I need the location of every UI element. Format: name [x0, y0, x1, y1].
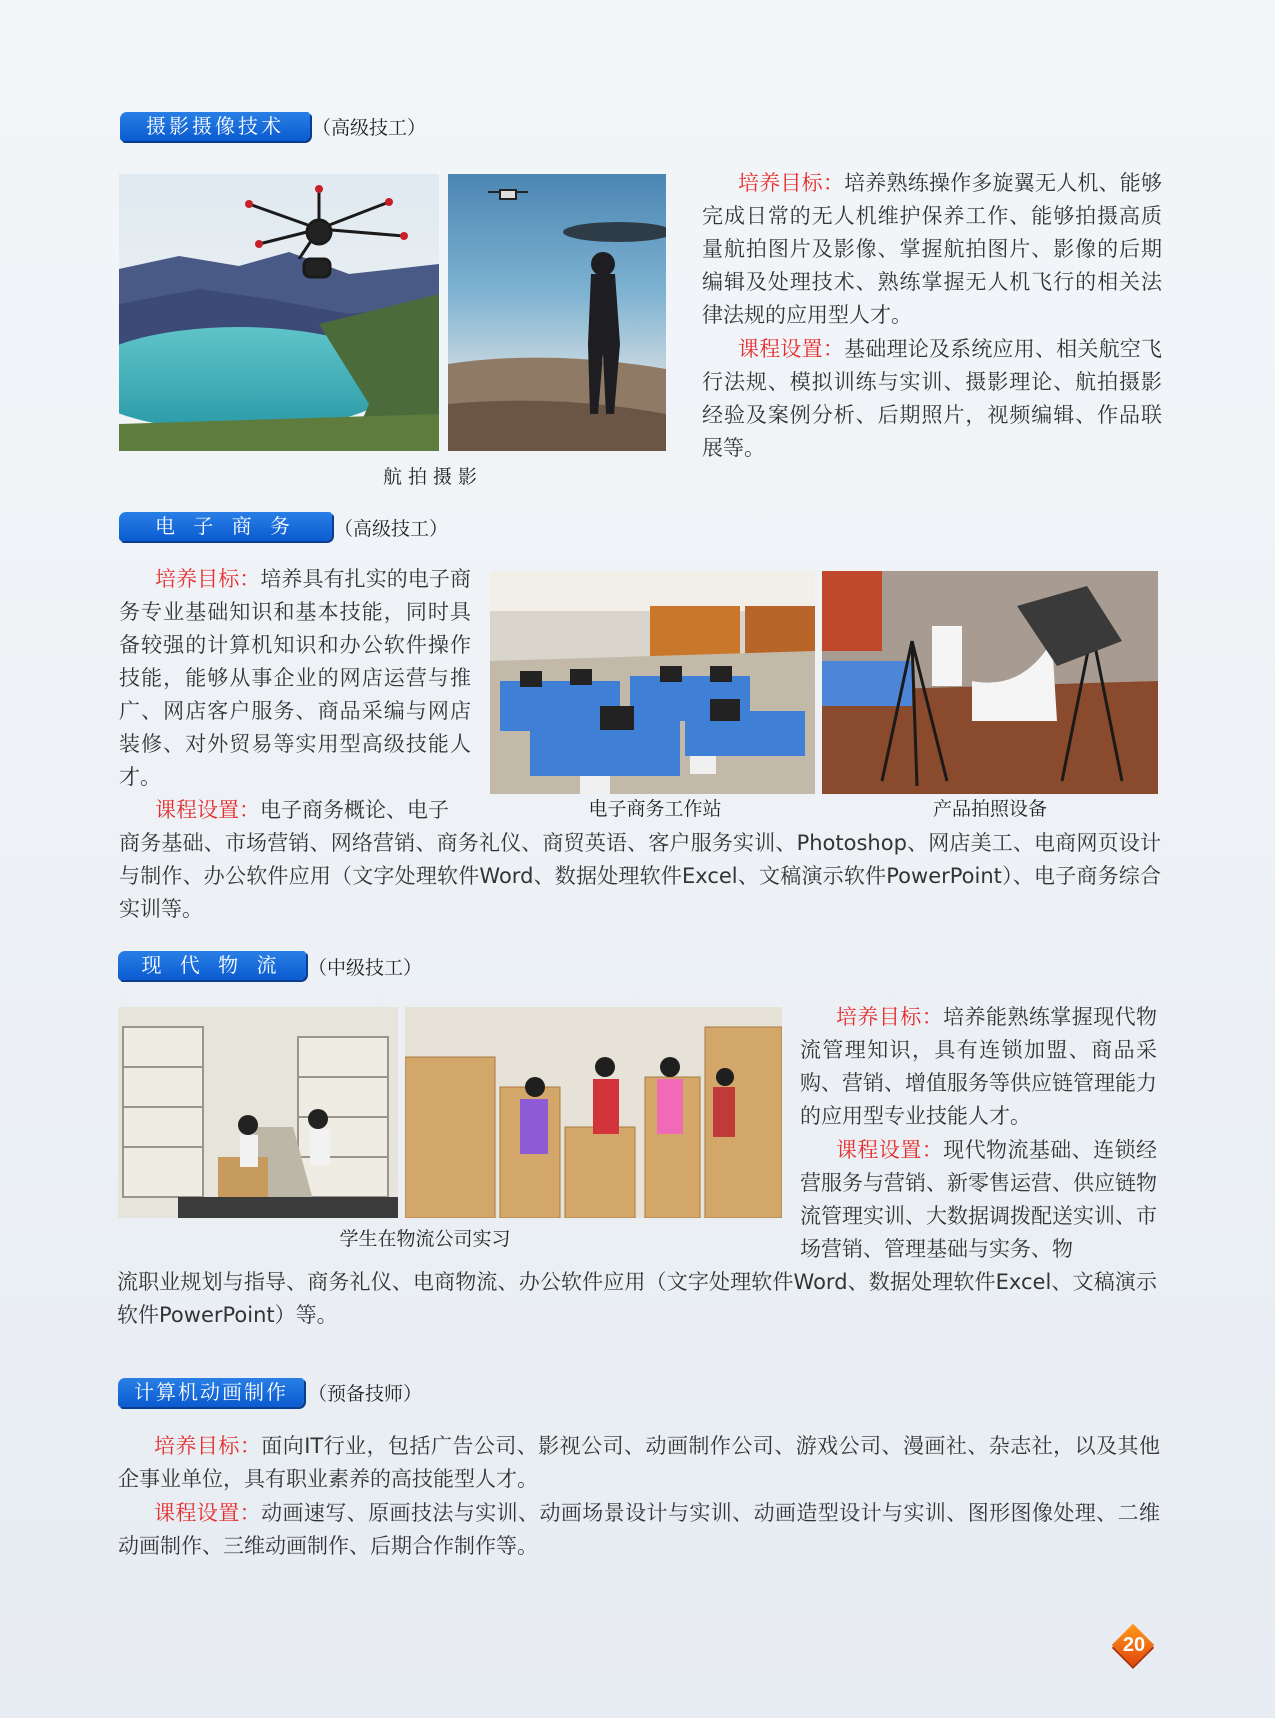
photography-goal-paragraph — [702, 167, 1162, 332]
photography-goal-label: 培养目标： — [738, 171, 845, 195]
ecommerce-goal-label: 培养目标： — [155, 567, 261, 591]
ecommerce-course-paragraph-b — [119, 827, 1161, 926]
logistics-goal-label: 培养目标： — [836, 1005, 944, 1029]
ecommerce-goal-paragraph — [119, 563, 471, 794]
section-title-animation: 计算机动画制作 — [118, 1378, 304, 1407]
section-level-logistics: （中级技工） — [308, 957, 423, 979]
photography-course-paragraph — [702, 333, 1162, 465]
ecommerce-goal-text: 培养具有扎实的电子商务专业基础知识和基本技能，同时具备较强的计算机知识和办公软件操作技能，能够从事企业的网店运营与推广、网店客户服务、商品采编与网店装修、对外贸易等实用型高级技能人才。 — [119, 567, 472, 789]
warehouse-shelves-photo — [118, 1007, 398, 1218]
section-level-animation: （预备技师） — [308, 1383, 423, 1405]
ecommerce-workstation-photo — [490, 571, 815, 794]
ecommerce-course-text-b: 商务基础、市场营销、网络营销、商务礼仪、商贸英语、客户服务实训、Photoshop、网店美工、电商网页设计与制作、办公软件应用（文字处理软件Word、数据处理软件Excel、文稿演示软件PowerPoint）、电子商务综合实训等。 — [119, 831, 1161, 921]
page-number-badge — [1114, 1626, 1160, 1672]
logistics-course-paragraph-b — [117, 1266, 1157, 1332]
photography-goal-text: 培养熟练操作多旋翼无人机、能够完成日常的无人机维护保养工作、能够拍摄高质量航拍图片及影像、掌握航拍图片、影像的后期编辑及处理技术、熟练掌握无人机飞行的相关法律法规的应用型人才。 — [702, 171, 1163, 327]
page-number: 20 — [1122, 1634, 1146, 1656]
drone-pilot-beach-photo — [448, 174, 666, 451]
logistics-course-paragraph-a — [800, 1134, 1157, 1266]
animation-goal-label: 培养目标： — [154, 1434, 262, 1458]
photography-photo-caption: 航 拍 摄 影 — [382, 466, 478, 488]
logistics-course-text-b: 流职业规划与指导、商务礼仪、电商物流、办公软件应用（文字处理软件Word、数据处理软件Excel、文稿演示软件PowerPoint）等。 — [117, 1270, 1157, 1327]
section-level-ecommerce: （高级技工） — [334, 518, 449, 540]
logistics-course-label: 课程设置： — [836, 1138, 944, 1162]
logistics-course-text-a: 现代物流基础、连锁经营服务与营销、新零售运营、供应链物流管理实训、大数据调拨配送实训、市场营销、管理基础与实务、物 — [800, 1138, 1158, 1261]
logistics-goal-text: 培养能熟练掌握现代物流管理知识，具有连锁加盟、商品采购、营销、增值服务等供应链管理能力的应用型专业技能人才。 — [800, 1005, 1158, 1128]
ecommerce-course-label: 课程设置： — [155, 798, 260, 822]
product-photo-equipment-photo — [822, 571, 1158, 794]
animation-goal-text: 面向IT行业，包括广告公司、影视公司、动画制作公司、游戏公司、漫画社、杂志社，以及其他企事业单位，具有职业素养的高技能型人才。 — [118, 1434, 1160, 1491]
students-packing-boxes-photo — [405, 1007, 782, 1218]
section-level-photography: （高级技工） — [312, 117, 427, 139]
animation-course-paragraph — [118, 1497, 1160, 1563]
drone-mountain-photo — [119, 174, 439, 451]
animation-course-text: 动画速写、原画技法与实训、动画场景设计与实训、动画造型设计与实训、图形图像处理、二维动画制作、三维动画制作、后期合作制作等。 — [118, 1501, 1161, 1558]
ecommerce-photo-caption-right: 产品拍照设备 — [932, 798, 1047, 820]
ecommerce-course-text-a: 电子商务概论、电子 — [260, 798, 449, 822]
photography-course-text: 基础理论及系统应用、相关航空飞行法规、模拟训练与实训、摄影理论、航拍摄影经验及案例分析、后期照片，视频编辑、作品联展等。 — [702, 337, 1163, 460]
section-title-ecommerce: 电 子 商 务 — [119, 512, 332, 541]
section-title-photography: 摄影摄像技术 — [120, 112, 310, 141]
logistics-goal-paragraph — [800, 1001, 1157, 1133]
logistics-photo-caption: 学生在物流公司实习 — [339, 1228, 511, 1250]
photography-course-label: 课程设置： — [738, 337, 845, 361]
animation-goal-paragraph — [118, 1430, 1160, 1496]
section-title-logistics: 现 代 物 流 — [118, 951, 306, 980]
ecommerce-photo-caption-left: 电子商务工作站 — [588, 798, 722, 820]
ecommerce-course-paragraph-a — [119, 794, 471, 827]
animation-course-label: 课程设置： — [154, 1501, 262, 1525]
